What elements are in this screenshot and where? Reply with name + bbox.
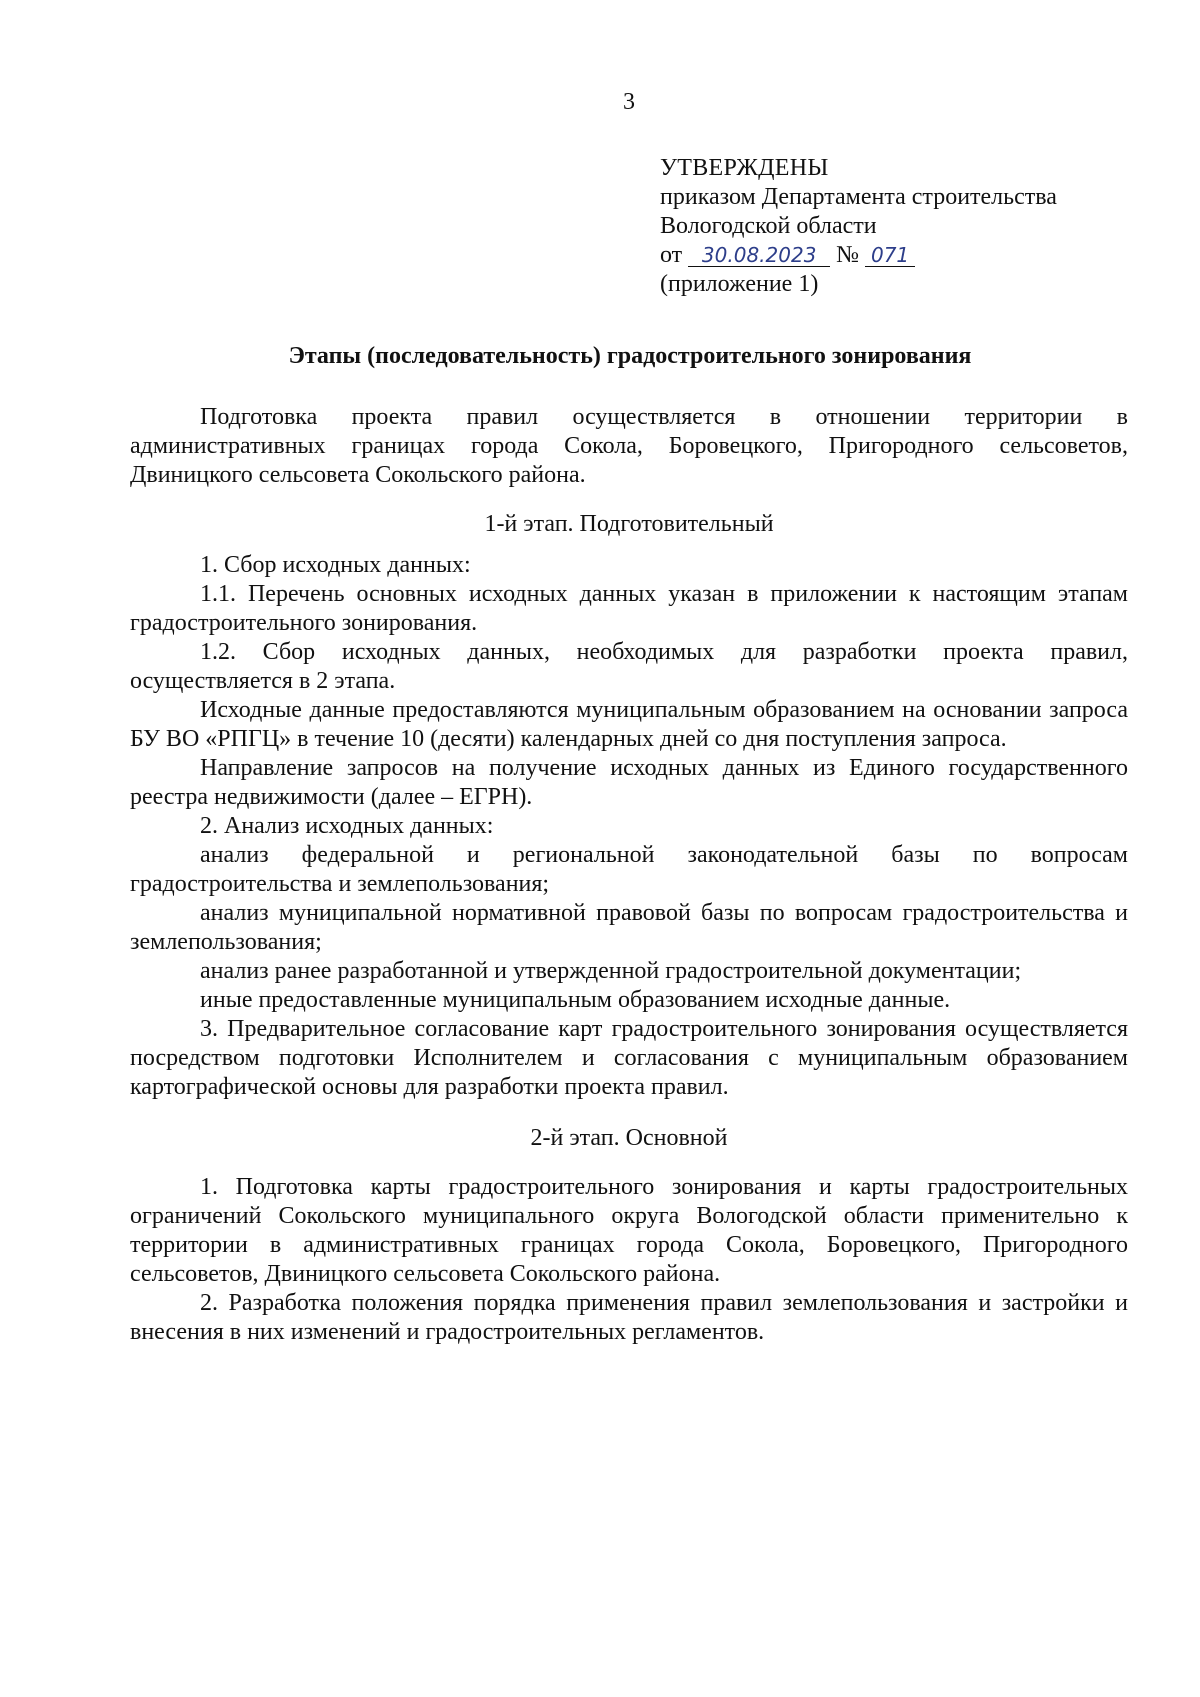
stage1-paragraph: 3. Предварительное согласование карт градостроительного зонирования осуществляется посредством подготовки Исполнителем и согласования с муниципальным образованием картографической основы для разработки проекта правил. <box>130 1016 1128 1100</box>
approval-number-sign: № <box>836 242 860 268</box>
approval-block <box>660 154 1130 299</box>
stage1-heading: 1-й этап. Подготовительный <box>484 511 774 537</box>
intro-paragraph: Подготовка проекта правил осуществляется в отношении территории в административных границах города Сокола, Боровецкого, Пригородного сельсоветов, Двиницкого сельсовета Сокольского района. <box>130 404 1128 488</box>
stage1-paragraph: анализ муниципальной нормативной правовой базы по вопросам градостроительства и землепользования; <box>130 900 1128 955</box>
stage1-paragraph: иные предоставленные муниципальным образованием исходные данные. <box>200 987 951 1013</box>
stage1-paragraph: 1.2. Сбор исходных данных, необходимых для разработки проекта правил, осуществляется в 2 этапа. <box>130 639 1128 694</box>
page-number: 3 <box>623 89 635 115</box>
stage1-paragraph: анализ ранее разработанной и утвержденной градостроительной документации; <box>200 958 1022 984</box>
handwritten-date: 30.08.2023 <box>688 244 830 267</box>
approval-appendix: (приложение 1) <box>660 271 819 297</box>
handwritten-number: 071 <box>865 244 915 267</box>
stage1-paragraph: Исходные данные предоставляются муниципальным образованием на основании запроса БУ ВО «РПГЦ» в течение 10 (десяти) календарных дней со дня поступления запроса. <box>130 697 1128 752</box>
approval-date-line <box>660 241 1130 270</box>
approval-heading: УТВЕРЖДЕНЫ <box>660 155 829 181</box>
stage1-paragraph: анализ федеральной и региональной законодательной базы по вопросам градостроительства и землепользования; <box>130 842 1128 897</box>
stage1-paragraph: 1.1. Перечень основных исходных данных указан в приложении к настоящим этапам градостроительного зонирования. <box>130 581 1128 636</box>
stage1-paragraph: 1. Сбор исходных данных: <box>200 552 471 578</box>
approval-line-1: приказом Департамента строительства <box>660 184 1057 210</box>
document-title: Этапы (последовательность) градостроительного зонирования <box>288 343 972 369</box>
approval-line-2: Вологодской области <box>660 213 877 239</box>
document-body <box>130 403 1128 1347</box>
stage1-paragraph: Направление запросов на получение исходных данных из Единого государственного реестра недвижимости (далее – ЕГРН). <box>130 755 1128 810</box>
stage2-paragraph: 1. Подготовка карты градостроительного зонирования и карты градостроительных ограничений Сокольского муниципального округа Вологодской области применительно к территории в административных границах города Сокола, Боровецкого, Пригородного сельсоветов, Двиницкого сельсовета Сокольского района. <box>130 1174 1128 1287</box>
stage2-heading: 2-й этап. Основной <box>530 1125 728 1151</box>
stage2-paragraph: 2. Разработка положения порядка применения правил землепользования и застройки и внесения в них изменений и градостроительных регламентов. <box>130 1290 1128 1345</box>
approval-from-prefix: от <box>660 242 683 268</box>
stage1-paragraph: 2. Анализ исходных данных: <box>200 813 494 839</box>
